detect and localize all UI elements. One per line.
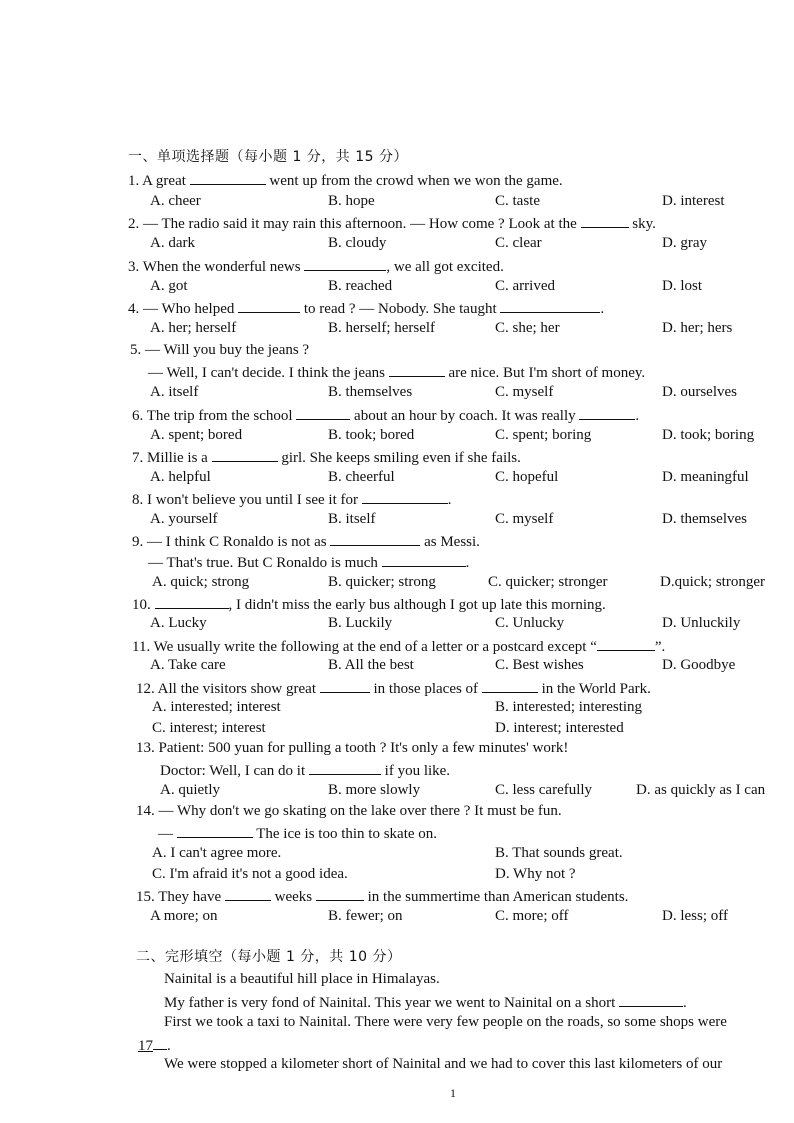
question-text: My father is very fond of Nainital. This year we went to Nainital on a short	[164, 995, 620, 1011]
question-stem	[136, 678, 651, 698]
answer-option: A. quietly	[160, 782, 220, 798]
question-text: 5. — Will you buy the jeans ?	[130, 342, 310, 358]
question-text: 11. We usually write the following at the end of a letter or a postcard except “	[132, 639, 597, 655]
question-stem	[132, 447, 521, 467]
answer-blank	[238, 298, 300, 313]
answer-option: D. gray	[662, 235, 707, 251]
question-stem	[160, 760, 450, 780]
question-stem	[136, 886, 628, 906]
answer-option: A. Take care	[150, 657, 226, 673]
answer-option: B. All the best	[328, 657, 414, 673]
question-text: , we all got excited.	[386, 259, 504, 275]
question-text: 6. The trip from the school	[132, 408, 297, 424]
answer-option: A. I can't agree more.	[152, 845, 282, 861]
answer-option: D. Unluckily	[662, 615, 741, 631]
answer-option: C. more; off	[495, 908, 569, 924]
answer-option: C. clear	[495, 235, 542, 251]
answer-blank	[190, 170, 266, 185]
answer-blank	[382, 552, 466, 567]
answer-option: C. quicker; stronger	[488, 574, 608, 590]
question-text: 1. A great	[128, 173, 190, 189]
answer-option: C. Best wishes	[495, 657, 584, 673]
question-text: went up from the crowd when we won the game.	[265, 173, 563, 189]
answer-option: C. less carefully	[495, 782, 593, 798]
question-text: 9. — I think C Ronaldo is not as	[132, 534, 331, 550]
question-stem	[132, 594, 606, 614]
answer-option: B. more slowly	[328, 782, 421, 798]
answer-option: B. cheerful	[328, 469, 395, 485]
answer-option: A. spent; bored	[150, 427, 243, 443]
question-stem	[158, 823, 437, 843]
answer-option: D. interest; interested	[495, 720, 624, 736]
question-stem	[128, 170, 563, 190]
question-stem	[128, 256, 504, 276]
question-text: in those places of	[369, 681, 482, 697]
question-text: 10.	[132, 597, 155, 613]
answer-option: A. interested; interest	[152, 699, 281, 715]
question-text: 4. — Who helped	[128, 301, 239, 317]
answer-blank	[296, 405, 350, 420]
question-stem	[128, 298, 604, 318]
question-text: weeks	[270, 889, 316, 905]
answer-blank	[153, 1035, 167, 1050]
question-text: as Messi.	[420, 534, 480, 550]
answer-option: D. her; hers	[662, 320, 733, 336]
question-text: Doctor: Well, I can do it	[160, 763, 309, 779]
answer-option: B. took; bored	[328, 427, 415, 443]
passage-line	[138, 1035, 171, 1055]
question-text: 7. Millie is a	[132, 450, 212, 466]
answer-blank	[597, 636, 655, 651]
question-stem	[132, 489, 451, 509]
answer-option: C. spent; boring	[495, 427, 592, 443]
answer-blank	[309, 760, 381, 775]
answer-option: B. fewer; on	[328, 908, 403, 924]
answer-option: B. cloudy	[328, 235, 387, 251]
answer-option: D. less; off	[662, 908, 728, 924]
passage-line: Nainital is a beautiful hill place in Himalayas.	[164, 971, 440, 987]
answer-option: B. Luckily	[328, 615, 393, 631]
answer-option: D. ourselves	[662, 384, 737, 400]
question-text: .	[683, 995, 687, 1011]
page-number: 1	[450, 1086, 456, 1100]
answer-blank	[320, 678, 370, 693]
question-text: The ice is too thin to skate on.	[252, 826, 438, 842]
answer-option: D. themselves	[662, 511, 747, 527]
question-text: .	[635, 408, 640, 424]
answer-blank	[362, 489, 448, 504]
answer-option: C. hopeful	[495, 469, 559, 485]
question-text: .	[447, 492, 452, 508]
question-stem	[136, 739, 568, 757]
answer-option: D. as quickly as I can	[636, 782, 766, 798]
answer-option: A more; on	[150, 908, 218, 924]
question-stem	[132, 405, 639, 425]
answer-blank	[212, 447, 278, 462]
question-text: girl. She keeps smiling even if she fails.	[277, 450, 521, 466]
answer-option: D. meaningful	[662, 469, 749, 485]
question-text: in the summertime than American students.	[363, 889, 629, 905]
question-text: about an hour by coach. It was really	[350, 408, 580, 424]
answer-option: A. quick; strong	[152, 574, 250, 590]
answer-option: A. cheer	[150, 193, 201, 209]
question-text: ”.	[654, 639, 666, 655]
answer-option: C. myself	[495, 511, 554, 527]
answer-option: A. helpful	[150, 469, 211, 485]
section-heading: 二、完形填空（每小题 1 分，共 10 分）	[136, 949, 402, 965]
answer-option: C. I'm afraid it's not a good idea.	[152, 866, 348, 882]
answer-option: C. taste	[495, 193, 540, 209]
answer-option: D. Goodbye	[662, 657, 736, 673]
question-text: to read ? — Nobody. She taught	[300, 301, 501, 317]
answer-option: B. interested; interesting	[495, 699, 643, 715]
answer-option: B. quicker; strong	[328, 574, 436, 590]
answer-blank	[581, 213, 629, 228]
question-text: .	[167, 1038, 171, 1054]
section-heading: 一、单项选择题（每小题 1 分，共 15 分）	[128, 149, 409, 165]
question-text: 12. All the visitors show great	[136, 681, 320, 697]
answer-blank	[316, 886, 364, 901]
question-stem	[136, 802, 562, 820]
answer-option: D. Why not ?	[495, 866, 576, 882]
blank-number: 17	[138, 1038, 153, 1054]
answer-option: A. dark	[150, 235, 195, 251]
question-stem	[128, 213, 656, 233]
question-text: 3. When the wonderful news	[128, 259, 305, 275]
answer-option: A. Lucky	[150, 615, 207, 631]
answer-blank	[304, 256, 386, 271]
question-text: .	[600, 301, 605, 317]
answer-blank	[177, 823, 253, 838]
answer-blank	[579, 405, 635, 420]
question-text: in the World Park.	[537, 681, 651, 697]
answer-option: B. themselves	[328, 384, 413, 400]
question-text: 15. They have	[136, 889, 225, 905]
answer-option: A. itself	[150, 384, 199, 400]
question-text: are nice. But I'm short of money.	[444, 365, 646, 381]
answer-option: C. interest; interest	[152, 720, 266, 736]
question-text: — Well, I can't decide. I think the jeans	[148, 365, 389, 381]
question-text: —	[158, 826, 177, 842]
question-text: sky.	[628, 216, 656, 232]
answer-option: B. reached	[328, 278, 393, 294]
question-text: 2. — The radio said it may rain this afternoon. — How come ? Look at the	[128, 216, 581, 232]
passage-line	[164, 992, 687, 1012]
answer-option: B. hope	[328, 193, 375, 209]
question-stem	[148, 362, 645, 382]
answer-option: C. arrived	[495, 278, 555, 294]
answer-option: D.quick; stronger	[660, 574, 765, 590]
answer-option: D. lost	[662, 278, 703, 294]
answer-option: A. yourself	[150, 511, 218, 527]
answer-option: B. herself; herself	[328, 320, 436, 336]
question-text: — That's true. But C Ronaldo is much	[148, 555, 382, 571]
answer-blank	[482, 678, 538, 693]
answer-blank	[500, 298, 600, 313]
question-text: , I didn't miss the early bus although I got up late this morning.	[228, 597, 606, 613]
answer-blank	[330, 531, 420, 546]
answer-blank	[619, 992, 683, 1007]
answer-option: A. got	[150, 278, 188, 294]
question-stem	[130, 341, 309, 359]
answer-option: A. her; herself	[150, 320, 237, 336]
answer-blank	[225, 886, 271, 901]
answer-option: C. myself	[495, 384, 554, 400]
passage-line: First we took a taxi to Nainital. There were very few people on the roads, so some shops were	[164, 1014, 727, 1030]
question-text: 14. — Why don't we go skating on the lake over there ? It must be fun.	[136, 803, 562, 819]
answer-blank	[155, 594, 229, 609]
question-text: 13. Patient: 500 yuan for pulling a tooth ? It's only a few minutes' work!	[136, 740, 569, 756]
question-text: .	[465, 555, 470, 571]
question-stem	[132, 636, 665, 656]
question-stem	[148, 552, 469, 572]
passage-line: We were stopped a kilometer short of Nainital and we had to cover this last kilometers of our	[164, 1056, 723, 1072]
question-stem	[132, 531, 480, 551]
question-text: if you like.	[380, 763, 451, 779]
answer-option: D. took; boring	[662, 427, 755, 443]
answer-option: B. itself	[328, 511, 376, 527]
answer-option: D. interest	[662, 193, 725, 209]
answer-option: C. she; her	[495, 320, 560, 336]
answer-option: B. That sounds great.	[495, 845, 623, 861]
answer-blank	[389, 362, 445, 377]
question-text: 8. I won't believe you until I see it for	[132, 492, 362, 508]
answer-option: C. Unlucky	[495, 615, 565, 631]
